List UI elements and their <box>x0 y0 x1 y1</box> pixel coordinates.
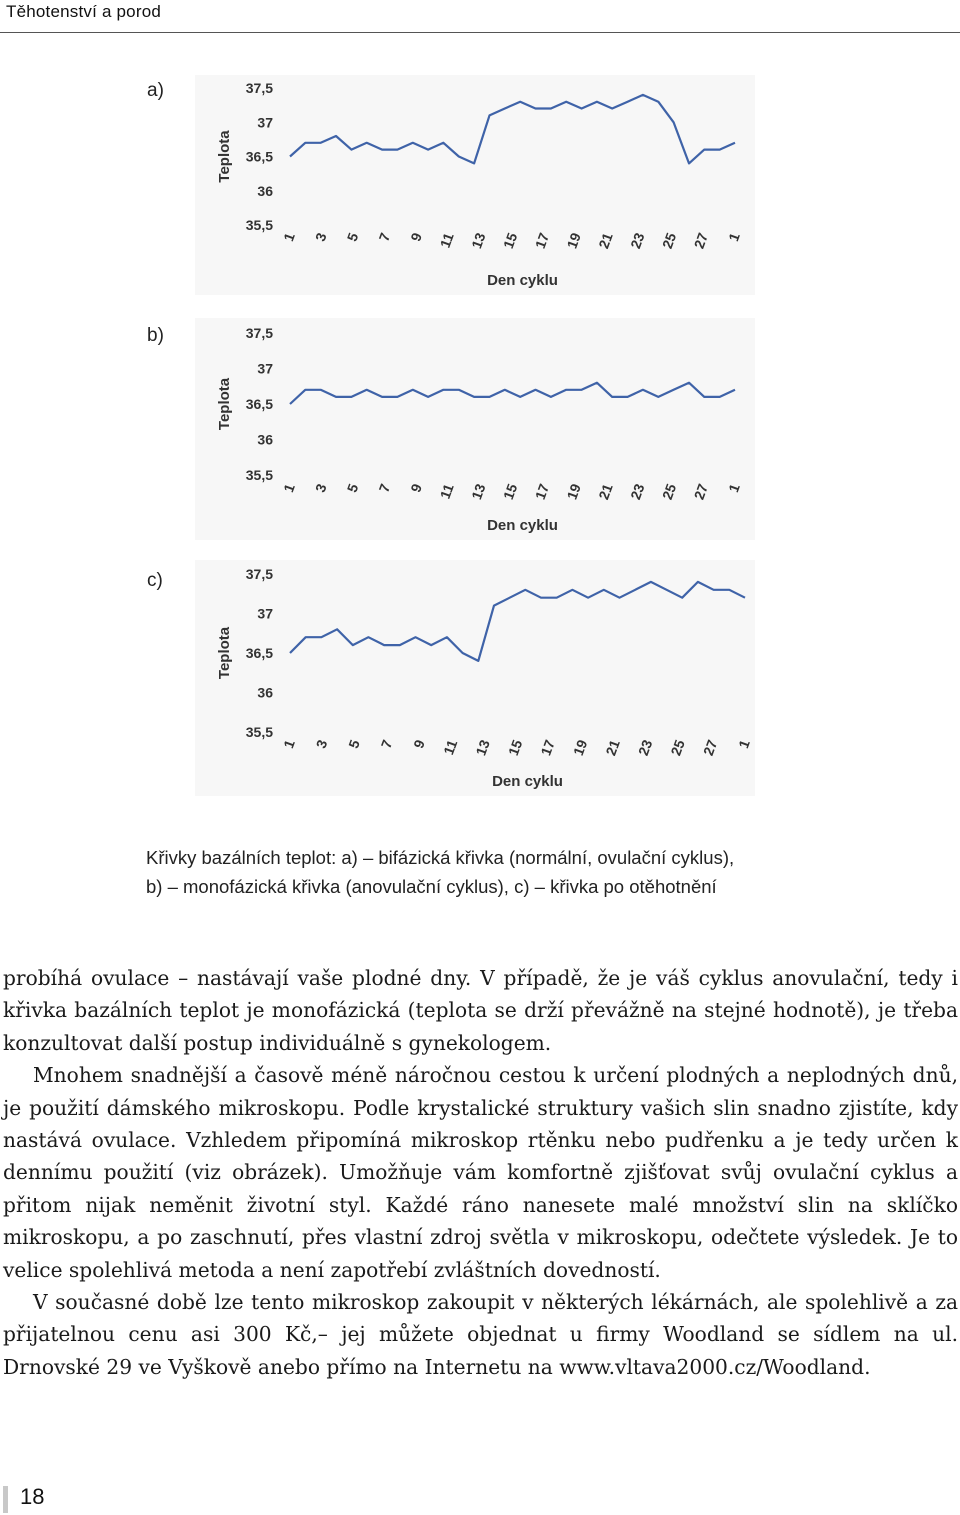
chart-a-svg <box>195 75 755 295</box>
x-tick-label: 17 <box>531 230 553 251</box>
x-tick-label: 13 <box>472 737 493 758</box>
chart-a <box>195 75 755 295</box>
x-tick-label: 5 <box>343 481 362 495</box>
y-tick-label: 36,5 <box>245 645 273 661</box>
y-tick-label: 35,5 <box>245 724 273 740</box>
x-tick-label: 15 <box>504 737 526 758</box>
y-tick-label: 37,5 <box>245 325 273 341</box>
x-tick-label: 27 <box>699 737 721 758</box>
x-tick-label: 7 <box>375 230 394 244</box>
y-tick-label: 37,5 <box>245 80 273 96</box>
chart-c <box>195 560 755 796</box>
y-tick-label: 37 <box>257 114 273 131</box>
article-body <box>3 962 958 1383</box>
chart-c-svg <box>195 560 755 796</box>
x-tick-label: 7 <box>377 737 396 751</box>
x-tick-label: 1 <box>725 230 743 244</box>
y-tick-label: 37,5 <box>245 566 273 582</box>
y-tick-label: 36 <box>257 684 273 701</box>
x-tick-label: 23 <box>627 230 648 251</box>
x-tick-label: 21 <box>595 230 616 251</box>
paragraph: Mnohem snadnější a časově méně náročnou cestou k určení plodných a neplodných dnů, je použití dámského mikroskopu. Podle krystalické struktury vašich slin snadno zjistíte, kdy nastává ovulace. Vzhledem připomíná mikroskop rtěnku nebo pudřenku a je tedy určen k dennímu použití (viz obrázek). Umožňuje vám komfortně zjišťovat svůj ovulační cyklus a přitom nijak neměnit životní styl. Každé ráno nanesete malé množství slin na sklíčko mikroskopu, a po zaschnutí, přes vlastní zdroj světla v mikroskopu, odečtete výsledek. Je to velice spolehlivá metoda a není zapotřebí zvláštních dovedností. <box>3 1063 958 1282</box>
x-tick-label: 1 <box>735 737 753 751</box>
y-tick-label: 37 <box>257 605 273 622</box>
x-axis-label: Den cyklu <box>487 517 558 534</box>
x-tick-label: 3 <box>312 737 331 751</box>
y-tick-label: 35,5 <box>245 217 273 233</box>
x-tick-label: 3 <box>311 230 330 244</box>
x-tick-label: 9 <box>410 737 428 751</box>
panel-label-c: c) <box>147 570 163 591</box>
figure-caption <box>146 843 866 901</box>
caption-line: b) – monofázická křivka (anovulační cyklus), c) – křivka po otěhotnění <box>146 876 717 897</box>
x-tick-label: 9 <box>407 230 425 244</box>
x-tick-label: 1 <box>280 481 298 495</box>
x-tick-label: 23 <box>634 737 656 758</box>
x-tick-label: 19 <box>569 737 591 758</box>
x-tick-label: 27 <box>690 481 712 502</box>
x-tick-label: 17 <box>531 481 553 502</box>
x-tick-label: 11 <box>436 230 457 250</box>
temperature-series-line <box>290 383 735 404</box>
panel-label-b: b) <box>147 325 164 346</box>
y-axis-label: Teplota <box>216 626 233 680</box>
running-header: Těhotenství a porod <box>6 2 162 21</box>
y-axis-label: Teplota <box>216 130 233 183</box>
temperature-series-line <box>290 582 745 661</box>
x-tick-label: 25 <box>658 481 680 502</box>
y-tick-label: 36 <box>257 431 273 448</box>
chart-b <box>195 318 755 540</box>
x-tick-label: 25 <box>667 737 688 758</box>
x-tick-label: 9 <box>407 481 425 495</box>
x-axis-label: Den cyklu <box>492 773 563 790</box>
x-tick-label: 23 <box>627 481 648 502</box>
page-marker <box>3 1486 8 1513</box>
x-tick-label: 3 <box>311 481 330 495</box>
x-tick-label: 1 <box>280 737 298 751</box>
y-axis-label: Teplota <box>216 377 233 431</box>
panel-label-a: a) <box>147 80 164 101</box>
y-tick-label: 36,5 <box>245 396 273 412</box>
y-tick-label: 35,5 <box>245 467 273 483</box>
x-tick-label: 5 <box>345 737 363 751</box>
page-number: 18 <box>20 1484 45 1509</box>
x-tick-label: 7 <box>375 481 394 495</box>
paragraph: V současné době lze tento mikroskop zakoupit v některých lékárnách, ale spolehlivě a za přijatelnou cenu asi 300 Kč,– jej můžete objednat u firmy Woodland se sídlem na ul. Drnovské 29 ve Vyškově anebo přímo na Internetu na www.vltava2000.cz/Woodland. <box>3 1290 958 1379</box>
x-tick-label: 15 <box>499 230 521 251</box>
x-tick-label: 27 <box>690 230 712 251</box>
x-tick-label: 21 <box>595 481 616 502</box>
x-tick-label: 25 <box>658 230 680 251</box>
caption-line: Křivky bazálních teplot: a) – bifázická křivka (normální, ovulační cyklus), <box>146 847 735 868</box>
x-tick-label: 1 <box>280 230 298 244</box>
y-tick-label: 36 <box>257 182 273 199</box>
x-axis-label: Den cyklu <box>487 272 558 289</box>
temperature-series-line <box>290 95 735 163</box>
x-tick-label: 21 <box>602 737 623 758</box>
x-tick-label: 15 <box>499 481 521 502</box>
x-tick-label: 13 <box>468 230 489 251</box>
x-tick-label: 17 <box>537 737 558 758</box>
x-tick-label: 5 <box>343 230 362 244</box>
x-tick-label: 19 <box>563 481 584 502</box>
x-tick-label: 1 <box>725 481 743 495</box>
paragraph: probíhá ovulace – nastávají vaše plodné dny. V případě, že je váš cyklus anovulační, tedy i křivka bazálních teplot je monofázická (teplota se drží převážně na stejné hodnotě), je třeba konzultovat další postup individuálně s gynekologem. <box>3 966 958 1055</box>
x-tick-label: 19 <box>563 230 584 251</box>
chart-b-svg <box>195 318 755 540</box>
y-tick-label: 37 <box>257 360 273 377</box>
x-tick-label: 11 <box>440 737 461 757</box>
x-tick-label: 13 <box>468 481 489 502</box>
y-tick-label: 36,5 <box>245 148 273 165</box>
header-rule <box>0 32 960 33</box>
x-tick-label: 11 <box>436 481 457 501</box>
